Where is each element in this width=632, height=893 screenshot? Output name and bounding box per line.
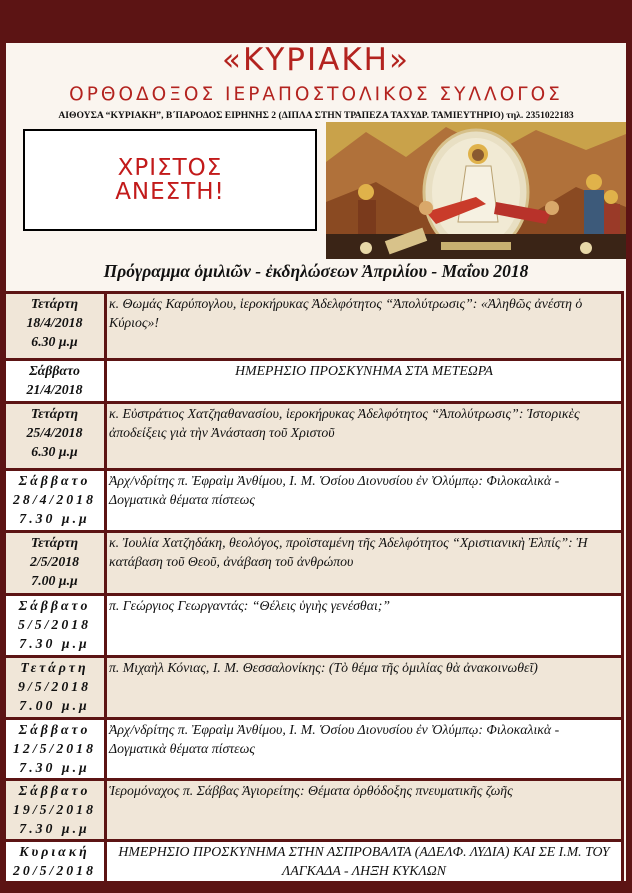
table-row bbox=[6, 657, 623, 719]
date-cell bbox=[6, 470, 106, 532]
date-cell bbox=[6, 293, 106, 360]
event-date: 20/5/2018 bbox=[13, 863, 96, 878]
page-title: «ΚΥΡΙΑΚΗ» bbox=[222, 42, 410, 78]
weekday: Σάββατο bbox=[18, 722, 91, 737]
weekday: Σάββατο bbox=[18, 473, 91, 488]
easter-greeting-box bbox=[23, 129, 317, 231]
event-description: κ. Ἰουλία Χατζηδάκη, θεολόγος, προϊσταμένη τῆς Ἀδελφότητος “Χριστιανικὴ Ἐλπίς”: Ἡ κατάβαση τοῦ Θεοῦ, ἀνάβαση τοῦ ἀνθρώπου bbox=[106, 532, 623, 595]
event-time: 7.00 μ.μ bbox=[31, 573, 78, 588]
event-date: 5/5/2018 bbox=[17, 617, 92, 632]
event-time: 6.30 μ.μ bbox=[31, 334, 78, 349]
weekday: Τετάρτη bbox=[30, 406, 79, 421]
table-row bbox=[6, 841, 623, 885]
association-name: ΟΡΘΟΔΟΞΟΣ ΙΕΡΑΠΟΣΤΟΛΙΚΟΣ ΣΥΛΛΟΓΟΣ bbox=[69, 84, 563, 105]
event-description: π. Γεώργιος Γεωργαντάς: “Θέλεις ὑγιὴς γενέσθαι;” bbox=[106, 595, 623, 657]
weekday: Τετάρτη bbox=[20, 660, 89, 675]
event-date: 18/4/2018 bbox=[26, 315, 83, 330]
event-description: κ. Θωμάς Καρύπογλου, ἱεροκήρυκας Ἀδελφότητος “Ἀπολύτρωσις”: «Ἀληθῶς ἀνέστη ὁ Κύριος»! bbox=[106, 293, 623, 360]
date-cell bbox=[6, 403, 106, 470]
weekday: Κυριακή bbox=[19, 844, 90, 859]
greeting-line-2: ΑΝΕΣΤΗ! bbox=[115, 179, 225, 205]
date-cell bbox=[6, 360, 106, 403]
event-date: 2/5/2018 bbox=[29, 554, 80, 569]
date-cell bbox=[6, 841, 106, 885]
event-description: Ἀρχ/νδρίτης π. Ἐφραὶμ Ἀνθίμου, Ι. Μ. Ὁσίου Διονυσίου ἐν Ὀλύμπῳ: Φιλοκαλικὰ - Δογματικὰ θέματα πίστεως bbox=[106, 470, 623, 532]
greeting-line-1: ΧΡΙΣΤΟΣ bbox=[117, 155, 223, 181]
event-description: ΗΜΕΡΗΣΙΟ ΠΡΟΣΚΥΝΗΜΑ ΣΤΗΝ ΑΣΠΡΟΒΑΛΤΑ (ΑΔΕΛΦ. ΛΥΔΙΑ) ΚΑΙ ΣΕ Ι.Μ. ΤΟΥ ΛΑΓΚΑΔΑ - ΛΗΞΗ ΚΥΚΛΩΝ bbox=[106, 841, 623, 885]
date-cell bbox=[6, 780, 106, 841]
resurrection-icon-image bbox=[326, 122, 626, 259]
table-row bbox=[6, 293, 623, 360]
weekday: Τετάρτη bbox=[30, 535, 79, 550]
table-row bbox=[6, 719, 623, 780]
event-date: 9/5/2018 bbox=[17, 679, 92, 694]
weekday: Σάββατο bbox=[29, 363, 80, 378]
bottom-border bbox=[6, 881, 626, 887]
schedule-heading: Πρόγραμμα ὁμιλιῶν - ἐκδηλώσεων Ἀπριλίου - Μαΐου 2018 bbox=[103, 261, 529, 281]
table-row bbox=[6, 780, 623, 841]
weekday: Σάββατο bbox=[18, 783, 91, 798]
event-date: 21/4/2018 bbox=[26, 382, 83, 397]
event-description: Ἱερομόναχος π. Σάββας Ἁγιορείτης: Θέματα ὀρθόδοξης πνευματικῆς ζωῆς bbox=[106, 780, 623, 841]
table-row bbox=[6, 360, 623, 403]
table-row bbox=[6, 532, 623, 595]
event-description: π. Μιχαὴλ Κόνιας, Ι. Μ. Θεσσαλονίκης: (Τὸ θέμα τῆς ὁμιλίας θὰ ἀνακοινωθεῖ) bbox=[106, 657, 623, 719]
event-time: 7.30 μ.μ bbox=[19, 511, 90, 526]
table-row bbox=[6, 403, 623, 470]
flyer bbox=[6, 6, 626, 887]
date-cell bbox=[6, 595, 106, 657]
table-row bbox=[6, 470, 623, 532]
date-cell bbox=[6, 657, 106, 719]
easter-greeting bbox=[115, 156, 225, 204]
event-time: 7.30 μ.μ bbox=[19, 760, 90, 775]
event-date: 28/4/2018 bbox=[13, 492, 96, 507]
schedule-table bbox=[6, 291, 624, 886]
event-description: Ἀρχ/νδρίτης π. Ἐφραὶμ Ἀνθίμου, Ι. Μ. Ὁσίου Διονυσίου ἐν Ὀλύμπῳ: Φιλοκαλικὰ - Δογματικὰ θέματα πίστεως bbox=[106, 719, 623, 780]
weekday: Σάββατο bbox=[18, 598, 91, 613]
table-row bbox=[6, 595, 623, 657]
event-time: 7.00 μ.μ bbox=[19, 698, 90, 713]
weekday: Τετάρτη bbox=[30, 296, 79, 311]
top-border bbox=[6, 6, 626, 43]
date-cell bbox=[6, 532, 106, 595]
event-description: κ. Εὐστράτιος Χατζηαθανασίου, ἱεροκήρυκας Ἀδελφότητος “Ἀπολύτρωσις”: Ἱστορικὲς ἀποδείξεις γιὰ τὴν Ἀνάσταση τοῦ Χριστοῦ bbox=[106, 403, 623, 470]
event-date: 12/5/2018 bbox=[13, 741, 96, 756]
event-time: 6.30 μ.μ bbox=[31, 444, 78, 459]
event-time: 7.30 μ.μ bbox=[19, 636, 90, 651]
event-date: 19/5/2018 bbox=[13, 802, 96, 817]
event-time: 7.30 μ.μ bbox=[19, 821, 90, 836]
event-description: ΗΜΕΡΗΣΙΟ ΠΡΟΣΚΥΝΗΜΑ ΣΤΑ ΜΕΤΕΩΡΑ bbox=[106, 360, 623, 403]
address-line: ΑΙΘΟΥΣΑ “ΚΥΡΙΑΚΗ”, Β΄ΠΑΡΟΔΟΣ ΕΙΡΗΝΗΣ 2 (ΔΙΠΛΑ ΣΤΗΝ ΤΡΑΠΕΖΑ ΤΑΧΥΔΡ. ΤΑΜΙΕΥΤΗΡΙΟ) τηλ. 2351022183 bbox=[58, 110, 574, 121]
event-date: 25/4/2018 bbox=[26, 425, 83, 440]
date-cell bbox=[6, 719, 106, 780]
